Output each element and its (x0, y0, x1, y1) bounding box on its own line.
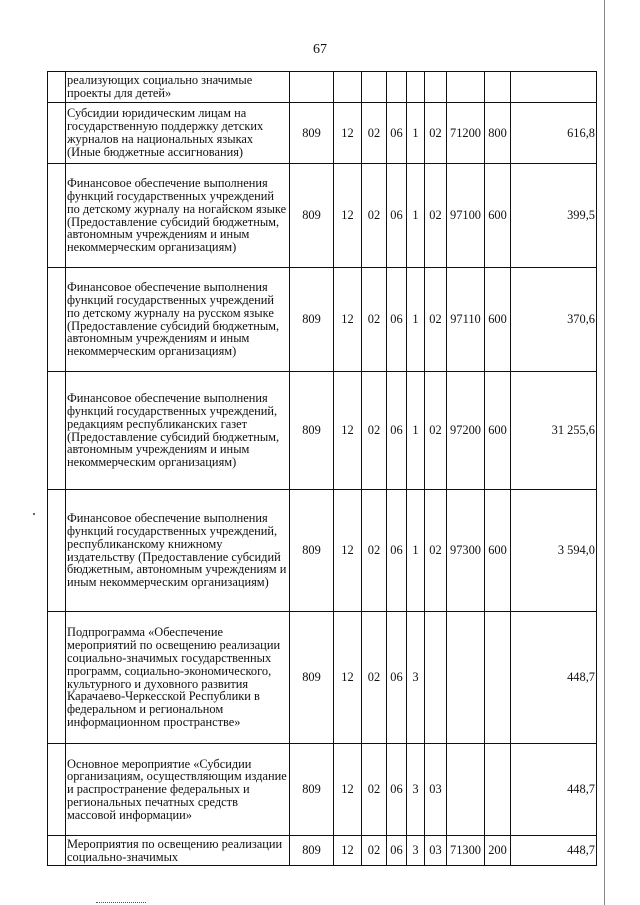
row-name: Основное мероприятие «Субсидии организациям, осуществляющим издание и распространение федеральных и региональных печатных средств массовой информации» (66, 744, 290, 836)
amount-value: 31 255,6 (511, 372, 597, 490)
budget-table-body (48, 72, 597, 866)
row-index-cell (48, 268, 66, 372)
scan-edge-line (604, 0, 605, 905)
table-row (48, 836, 597, 866)
amount-value: 448,7 (511, 836, 597, 866)
row-index-cell (48, 744, 66, 836)
subsection-code (362, 72, 387, 103)
row-name: Подпрограмма «Обеспечение мероприятий по освещению реализации социально-значимых государственных программ, социально-экономического, культурного и духовного развития Карачаево-Черкесской Республики в федеральном и региональном информационном пространстве» (66, 612, 290, 744)
target-program-code: 06 (387, 612, 407, 744)
subprogram-code: 1 (407, 490, 425, 612)
scan-artifact-bottom (96, 902, 146, 904)
subprogram-code (407, 72, 425, 103)
amount-value: 3 594,0 (511, 490, 597, 612)
target-program-code: 06 (387, 490, 407, 612)
amount-value: 399,5 (511, 164, 597, 268)
amount-value: 448,7 (511, 612, 597, 744)
row-name: Мероприятия по освещению реализации социально-значимых (66, 836, 290, 866)
grbs-code: 809 (290, 612, 334, 744)
subprogram-code: 1 (407, 268, 425, 372)
row-index-cell (48, 836, 66, 866)
direction-code: 97200 (447, 372, 485, 490)
amount-value: 616,8 (511, 103, 597, 164)
direction-code: 71200 (447, 103, 485, 164)
direction-code: 97110 (447, 268, 485, 372)
section-code: 12 (334, 490, 362, 612)
page-number: 67 (313, 42, 327, 57)
row-index-cell (48, 372, 66, 490)
grbs-code: 809 (290, 490, 334, 612)
grbs-code: 809 (290, 372, 334, 490)
target-program-code: 06 (387, 372, 407, 490)
scan-artifact (33, 513, 35, 515)
target-program-code: 06 (387, 268, 407, 372)
table-row (48, 103, 597, 164)
row-index-cell (48, 103, 66, 164)
section-code: 12 (334, 612, 362, 744)
expense-type-code: 800 (485, 103, 511, 164)
budget-table (47, 71, 597, 866)
activity-code: 02 (425, 164, 447, 268)
expense-type-code: 600 (485, 372, 511, 490)
activity-code (425, 72, 447, 103)
section-code: 12 (334, 103, 362, 164)
section-code: 12 (334, 836, 362, 866)
section-code: 12 (334, 164, 362, 268)
activity-code: 03 (425, 744, 447, 836)
table-row (48, 372, 597, 490)
activity-code (425, 612, 447, 744)
direction-code: 71300 (447, 836, 485, 866)
row-name: реализующих социально значимые проекты для детей» (66, 72, 290, 103)
amount-value: 448,7 (511, 744, 597, 836)
subprogram-code: 1 (407, 372, 425, 490)
subsection-code: 02 (362, 744, 387, 836)
row-index-cell (48, 490, 66, 612)
subprogram-code: 1 (407, 164, 425, 268)
target-program-code: 06 (387, 103, 407, 164)
subprogram-code: 1 (407, 103, 425, 164)
subprogram-code: 3 (407, 612, 425, 744)
subsection-code: 02 (362, 268, 387, 372)
row-name: Субсидии юридическим лицам на государственную поддержку детских журналов на национальных языках (Иные бюджетные ассигнования) (66, 103, 290, 164)
grbs-code: 809 (290, 164, 334, 268)
target-program-code: 06 (387, 164, 407, 268)
activity-code: 02 (425, 490, 447, 612)
expense-type-code (485, 744, 511, 836)
grbs-code: 809 (290, 744, 334, 836)
row-index-cell (48, 164, 66, 268)
row-name: Финансовое обеспечение выполнения функций государственных учреждений по детскому журналу на русском языке (Предоставление субсидий бюджетным, автономным учреждениям и иным некоммерческим организациям) (66, 268, 290, 372)
table-row (48, 72, 597, 103)
target-program-code (387, 72, 407, 103)
section-code: 12 (334, 744, 362, 836)
expense-type-code: 200 (485, 836, 511, 866)
subsection-code: 02 (362, 836, 387, 866)
table-row (48, 164, 597, 268)
amount-value: 370,6 (511, 268, 597, 372)
section-code: 12 (334, 268, 362, 372)
activity-code: 02 (425, 372, 447, 490)
section-code: 12 (334, 372, 362, 490)
section-code (334, 72, 362, 103)
subprogram-code: 3 (407, 836, 425, 866)
direction-code: 97100 (447, 164, 485, 268)
grbs-code: 809 (290, 103, 334, 164)
subsection-code: 02 (362, 490, 387, 612)
row-name: Финансовое обеспечение выполнения функций государственных учреждений, республиканскому книжному издательству (Предоставление субсидий бюджетным, автономным учреждениям и иным некоммерческим организациям) (66, 490, 290, 612)
expense-type-code: 600 (485, 268, 511, 372)
target-program-code: 06 (387, 744, 407, 836)
table-row (48, 612, 597, 744)
activity-code: 03 (425, 836, 447, 866)
expense-type-code (485, 612, 511, 744)
direction-code (447, 744, 485, 836)
grbs-code (290, 72, 334, 103)
subsection-code: 02 (362, 612, 387, 744)
activity-code: 02 (425, 103, 447, 164)
activity-code: 02 (425, 268, 447, 372)
subsection-code: 02 (362, 103, 387, 164)
subprogram-code: 3 (407, 744, 425, 836)
grbs-code: 809 (290, 836, 334, 866)
expense-type-code: 600 (485, 164, 511, 268)
row-index-cell (48, 612, 66, 744)
row-name: Финансовое обеспечение выполнения функций государственных учреждений, редакциям республиканских газет (Предоставление субсидий бюджетным, автономным учреждениям и иным некоммерческим организациям) (66, 372, 290, 490)
target-program-code: 06 (387, 836, 407, 866)
row-name: Финансовое обеспечение выполнения функций государственных учреждений по детскому журналу на ногайском языке (Предоставление субсидий бюджетным, автономным учреждениям и иным некоммерческим организациям) (66, 164, 290, 268)
direction-code (447, 72, 485, 103)
direction-code: 97300 (447, 490, 485, 612)
table-row (48, 744, 597, 836)
table-row (48, 490, 597, 612)
expense-type-code (485, 72, 511, 103)
subsection-code: 02 (362, 164, 387, 268)
amount-value (511, 72, 597, 103)
table-row (48, 268, 597, 372)
expense-type-code: 600 (485, 490, 511, 612)
subsection-code: 02 (362, 372, 387, 490)
row-index-cell (48, 72, 66, 103)
direction-code (447, 612, 485, 744)
grbs-code: 809 (290, 268, 334, 372)
